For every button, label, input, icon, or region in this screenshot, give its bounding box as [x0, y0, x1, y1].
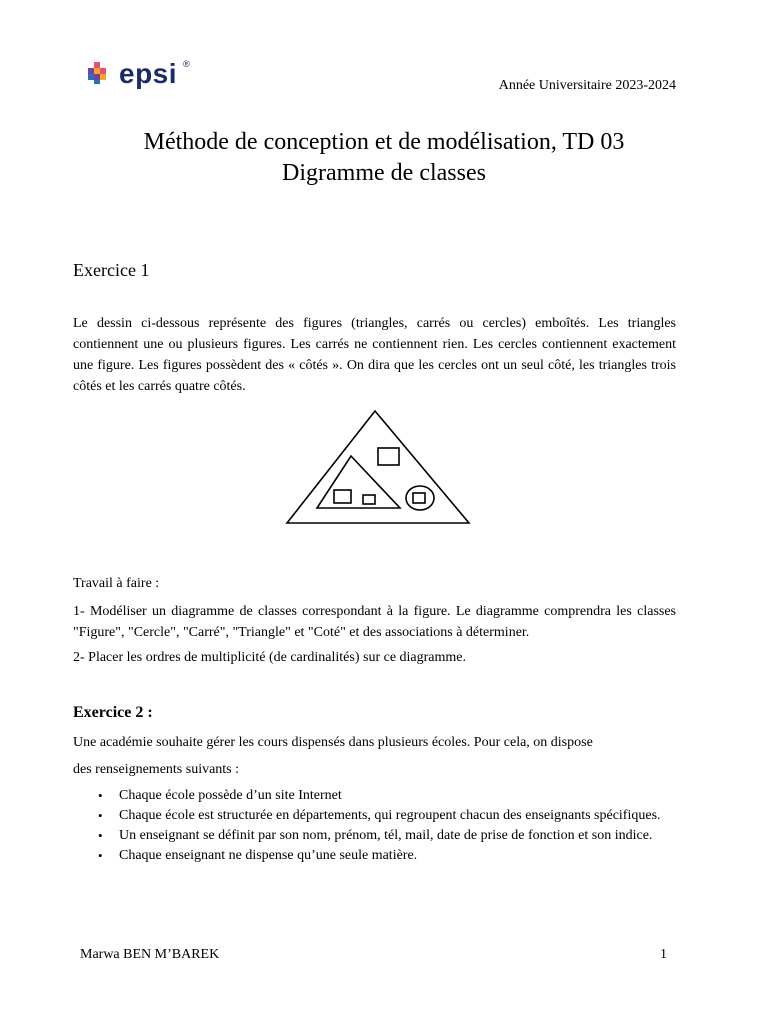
question-1: 1- Modéliser un diagramme de classes correspondant à la figure. Le diagramme comprendra les classes "Figure", "Cercle", "Carré", "Triangle" et "Coté" et des associations à déterminer.	[73, 604, 676, 640]
bullet-icon: •	[98, 828, 103, 843]
document-subtitle: Digramme de classes	[282, 160, 486, 186]
square-in-circle	[413, 493, 425, 503]
list-item-text: Chaque enseignant ne dispense qu’une seule matière.	[119, 848, 418, 863]
epsi-logo	[86, 56, 206, 92]
question-2: 2- Placer les ordres de multiplicité (de cardinalités) sur ce diagramme.	[73, 650, 467, 665]
nested-figures-illustration	[283, 406, 477, 530]
logo-wordmark: epsi	[119, 58, 178, 89]
logo-registered-mark: ®	[183, 59, 190, 69]
exercise-1-paragraph: Le dessin ci-dessous représente des figures (triangles, carrés ou cercles) emboîtés. Les triangles contiennent une ou plusieurs figures. Les carrés ne contiennent rien. Les cercles contiennent exactement une figure. Les figures possèdent des « côtés ». On dira que les cercles ont un seul côté, les triangles trois côtés et les carrés quatre côtés.	[73, 316, 676, 394]
list-item	[73, 786, 676, 805]
inner-triangle	[317, 456, 400, 508]
list-item	[73, 846, 676, 865]
bullet-icon: •	[98, 808, 103, 823]
outer-triangle	[287, 411, 469, 523]
bullet-icon: •	[98, 848, 103, 863]
exercise-2-heading: Exercice 2 :	[73, 704, 153, 721]
square-top	[378, 448, 399, 465]
page-number: 1	[660, 947, 667, 962]
exercise-2-intro-line-1: Une académie souhaite gérer les cours dispensés dans plusieurs écoles. Pour cela, on dispose	[73, 735, 593, 750]
list-item-text: Chaque école est structurée en départements, qui regroupent chacun des enseignants spécifiques.	[119, 808, 661, 823]
list-item-text: Un enseignant se définit par son nom, prénom, tél, mail, date de prise de fonction et son indice.	[119, 828, 653, 843]
circle	[406, 486, 434, 510]
exercise-2-intro-line-2: des renseignements suivants :	[73, 762, 240, 777]
document-title: Méthode de conception et de modélisation, TD 03	[143, 129, 625, 155]
epsi-logo-mark-icon	[88, 62, 110, 84]
footer-author: Marwa BEN M’BAREK	[80, 947, 220, 962]
square-inner-left	[334, 490, 351, 503]
academic-year: Année Universitaire 2023-2024	[498, 78, 676, 93]
list-item	[73, 806, 676, 825]
square-inner-right	[363, 495, 375, 504]
requirements-list	[73, 786, 676, 866]
list-item-text: Chaque école possède d’un site Internet	[119, 788, 342, 803]
bullet-icon: •	[98, 788, 103, 803]
list-item	[73, 826, 676, 845]
work-title: Travail à faire :	[73, 576, 160, 591]
exercise-1-heading: Exercice 1	[73, 260, 150, 280]
